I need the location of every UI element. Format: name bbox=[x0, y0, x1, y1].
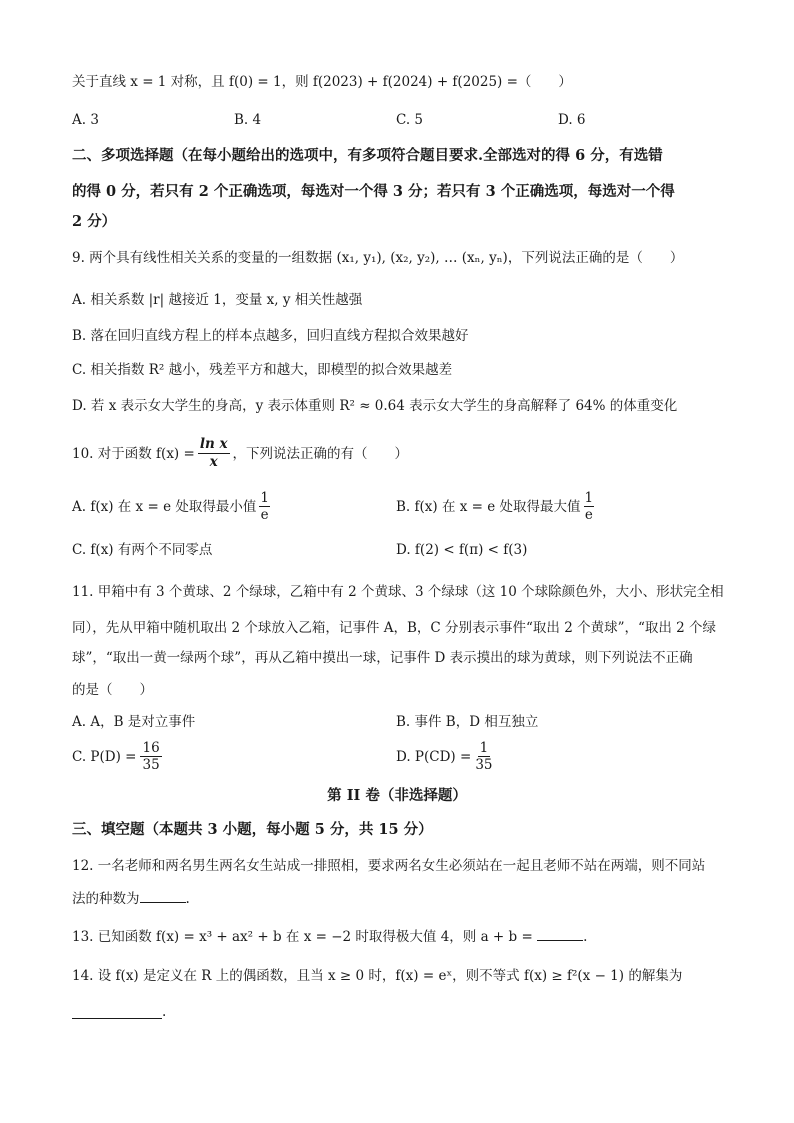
q9-stem: 9. 两个具有线性相关关系的变量的一组数据 (x₁, y₁), (x₂, y₂), … (xₙ, yₙ)，下列说法正确的是（ ） bbox=[72, 250, 684, 266]
q11-option-d[interactable] bbox=[396, 740, 493, 773]
q11-stem-line2: 同），先从甲箱中随机取出 2 个球放入乙箱，记事件 A，B，C 分别表示事件“取出 2 个黄球”，“取出 2 个绿 bbox=[72, 620, 717, 636]
q10-option-a-text: A. f(x) 在 x = e 处取得最小值 bbox=[72, 498, 257, 515]
q11-stem-line3: 球”，“取出一黄一绿两个球”，再从乙箱中摸出一球，记事件 D 表示摸出的球为黄球，则下列说法不正确 bbox=[72, 650, 693, 666]
q9-option-b[interactable]: B. 落在回归直线方程上的样本点越多，回归直线方程拟合效果越好 bbox=[72, 328, 469, 344]
q11-option-d-text: D. P(CD) = bbox=[396, 748, 472, 765]
fraction-numerator: 1 bbox=[260, 490, 269, 506]
q11-option-d-fraction bbox=[475, 740, 492, 773]
section2-heading-line1: 二、多项选择题（在每小题给出的选项中，有多项符合题目要求.全部选对的得 6 分，有选错 bbox=[72, 147, 663, 164]
q13-answer-blank[interactable] bbox=[537, 926, 583, 941]
fraction-numerator: 1 bbox=[479, 740, 489, 756]
q12-stem-line1: 12. 一名老师和两名男生两名女生站成一排照相，要求两名女生必须站在一起且老师不站在两端，则不同站 bbox=[72, 858, 706, 874]
q10-option-a-fraction bbox=[259, 490, 270, 523]
q14-stem: 14. 设 f(x) 是定义在 R 上的偶函数，且当 x ≥ 0 时，f(x) = eˣ，则不等式 f(x) ≥ f²(x − 1) 的解集为 bbox=[72, 968, 683, 984]
q12-answer-blank[interactable] bbox=[140, 888, 186, 903]
q11-option-c[interactable] bbox=[72, 740, 162, 773]
q14-period: . bbox=[162, 1004, 167, 1020]
section2-heading-line3: 2 分） bbox=[72, 213, 117, 230]
q11-option-c-fraction bbox=[140, 740, 161, 773]
fraction-denominator: e bbox=[260, 507, 269, 523]
q10-option-b[interactable] bbox=[396, 490, 594, 523]
q11-stem-line4: 的是（ ） bbox=[72, 682, 153, 698]
q10-stem bbox=[72, 436, 408, 471]
q10-option-c[interactable]: C. f(x) 有两个不同零点 bbox=[72, 542, 213, 558]
q14-answer-blank[interactable] bbox=[72, 1004, 162, 1019]
q8-option-c[interactable]: C. 5 bbox=[396, 112, 424, 128]
q8-stem: 关于直线 x = 1 对称，且 f(0) = 1，则 f(2023) + f(2024) + f(2025) =（ ） bbox=[72, 74, 572, 90]
fraction-denominator: e bbox=[584, 507, 593, 523]
part2-title: 第 II 卷（非选择题） bbox=[327, 787, 467, 804]
q8-option-d[interactable]: D. 6 bbox=[558, 112, 586, 128]
fraction-denominator: 35 bbox=[475, 757, 493, 773]
q10-function-fraction bbox=[198, 436, 230, 471]
q10-option-a[interactable] bbox=[72, 490, 270, 523]
q10-fraction-numerator: ln x bbox=[199, 436, 228, 452]
q10-fraction-denominator: x bbox=[209, 454, 218, 470]
q10-option-b-fraction bbox=[584, 490, 595, 523]
fraction-numerator: 1 bbox=[584, 490, 594, 506]
q11-option-c-text: C. P(D) = bbox=[72, 748, 137, 765]
q13-stem: 13. 已知函数 f(x) = x³ + ax² + b 在 x = −2 时取得极大值 4，则 a + b = . bbox=[72, 926, 587, 947]
fraction-numerator: 16 bbox=[142, 740, 160, 756]
q8-option-a[interactable]: A. 3 bbox=[72, 112, 99, 128]
q11-stem-line1: 11. 甲箱中有 3 个黄球、2 个绿球，乙箱中有 2 个黄球、3 个绿球（这 10 个球除颜色外，大小、形状完全相 bbox=[72, 584, 724, 600]
q9-option-a[interactable]: A. 相关系数 |r| 越接近 1，变量 x, y 相关性越强 bbox=[72, 292, 363, 308]
q10-option-b-text: B. f(x) 在 x = e 处取得最大值 bbox=[396, 498, 581, 515]
q10-stem-prefix: 10. 对于函数 f(x) = bbox=[72, 445, 195, 462]
section2-heading-line2: 的得 0 分，若只有 2 个正确选项，每选对一个得 3 分；若只有 3 个正确选项，每选对一个得 bbox=[72, 183, 675, 200]
q10-stem-suffix: ，下列说法正确的有（ ） bbox=[232, 445, 409, 462]
q11-option-b[interactable]: B. 事件 B，D 相互独立 bbox=[396, 714, 539, 730]
q10-option-d[interactable]: D. f(2) < f(π) < f(3) bbox=[396, 542, 528, 558]
q9-option-c[interactable]: C. 相关指数 R² 越小，残差平方和越大，即模型的拟合效果越差 bbox=[72, 362, 453, 378]
q9-option-d[interactable]: D. 若 x 表示女大学生的身高，y 表示体重则 R² ≈ 0.64 表示女大学生的身高解释了 64% 的体重变化 bbox=[72, 398, 678, 414]
fraction-denominator: 35 bbox=[142, 757, 160, 773]
q11-option-a[interactable]: A. A，B 是对立事件 bbox=[72, 714, 196, 730]
q12-stem-line2-text: 法的种数为 bbox=[72, 891, 140, 907]
q12-stem-line2: 法的种数为 . bbox=[72, 888, 190, 909]
q13-stem-text: 13. 已知函数 f(x) = x³ + ax² + b 在 x = −2 时取得极大值 4，则 a + b = bbox=[72, 929, 533, 945]
q8-option-b[interactable]: B. 4 bbox=[234, 112, 262, 128]
section3-heading: 三、填空题（本题共 3 小题，每小题 5 分，共 15 分） bbox=[72, 821, 433, 838]
